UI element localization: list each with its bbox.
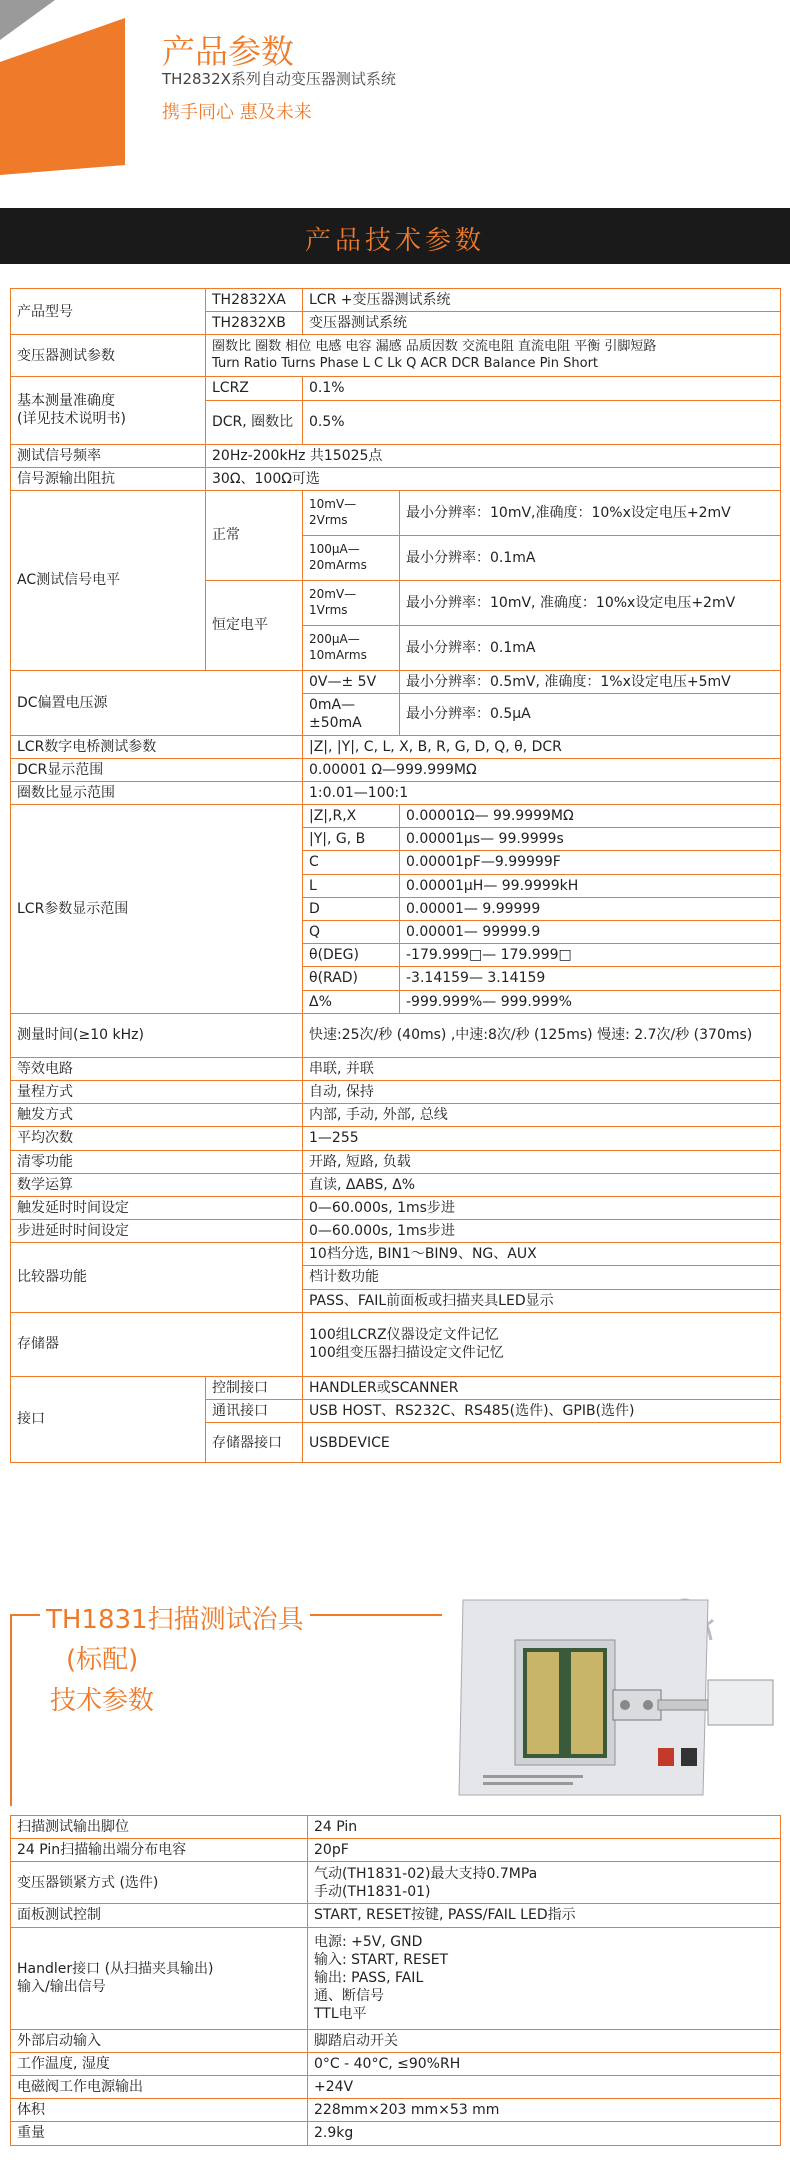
ac-const: 恒定电平 bbox=[206, 580, 303, 670]
if-val: USB HOST、RS232C、RS485(选件)、GPIB(选件) bbox=[303, 1400, 781, 1423]
spec-table bbox=[10, 288, 781, 1463]
fixture-spec-val: +24V bbox=[308, 2075, 781, 2098]
spec-val: 自动, 保持 bbox=[303, 1080, 781, 1103]
turns-val: 1:0.01—100:1 bbox=[303, 781, 781, 804]
fixture-title-line: (标配) bbox=[66, 1645, 139, 1676]
fixture-spec-val: 20pF bbox=[308, 1839, 781, 1862]
page-title: 产品参数 bbox=[162, 32, 294, 71]
comp-line: 10档分选, BIN1～BIN9、NG、AUX bbox=[303, 1243, 781, 1266]
corner-decoration bbox=[0, 0, 160, 200]
lcr-range-val: 0.00001— 99999.9 bbox=[400, 921, 781, 944]
fixture-spec-val: 2.9kg bbox=[308, 2122, 781, 2145]
spec-val: 0—60.000s, 1ms步进 bbox=[303, 1196, 781, 1219]
spec-key: 触发延时时间设定 bbox=[11, 1196, 303, 1219]
lcr-range-val: -3.14159— 3.14159 bbox=[400, 967, 781, 990]
lcr-range-val: -179.999□— 179.999□ bbox=[400, 944, 781, 967]
lcr-params-label: LCR数字电桥测试参数 bbox=[11, 735, 303, 758]
section-title: 产品技术参数 bbox=[304, 226, 485, 256]
acc-label: 基本测量准确度 (详见技术说明书) bbox=[11, 377, 206, 444]
ac-n2-range: 100μA— 20mArms bbox=[303, 535, 400, 580]
model-xa-desc: LCR +变压器测试系统 bbox=[303, 289, 781, 312]
lcr-range-key: θ(DEG) bbox=[303, 944, 400, 967]
lcr-range-key: D bbox=[303, 897, 400, 920]
spec-val: 0—60.000s, 1ms步进 bbox=[303, 1220, 781, 1243]
if-label: 接口 bbox=[11, 1376, 206, 1462]
fixture-spec-key: 体积 bbox=[11, 2099, 308, 2122]
fixture-spec-key: 电磁阀工作电源输出 bbox=[11, 2075, 308, 2098]
lcr-params-val: |Z|, |Y|, C, L, X, B, R, G, D, Q, θ, DCR bbox=[303, 735, 781, 758]
fixture-spec-key: 变压器锁紧方式 (选件) bbox=[11, 1862, 308, 1904]
spec-key: 量程方式 bbox=[11, 1080, 303, 1103]
imp-val: 30Ω、100Ω可选 bbox=[206, 467, 781, 490]
if-val: HANDLER或SCANNER bbox=[303, 1376, 781, 1399]
spec-key: 平均次数 bbox=[11, 1127, 303, 1150]
acc-lcrz-val: 0.1% bbox=[303, 377, 781, 400]
lcr-range-key: L bbox=[303, 874, 400, 897]
if-key: 控制接口 bbox=[206, 1376, 303, 1399]
fixture-spec-val: START, RESET按键, PASS/FAIL LED指示 bbox=[308, 1904, 781, 1927]
lcr-range-val: 0.00001μH— 99.9999kH bbox=[400, 874, 781, 897]
comp-line: 档计数功能 bbox=[303, 1266, 781, 1289]
lcr-range-key: C bbox=[303, 851, 400, 874]
ac-normal: 正常 bbox=[206, 490, 303, 580]
spec-val: 开路, 短路, 负载 bbox=[303, 1150, 781, 1173]
fixture-spec-key: Handler接口 (从扫描夹具输出) 输入/输出信号 bbox=[11, 1927, 308, 2029]
fixture-spec-key: 扫描测试输出脚位 bbox=[11, 1816, 308, 1839]
section-bar bbox=[0, 208, 790, 264]
lcr-range-val: 0.00001pF—9.99999F bbox=[400, 851, 781, 874]
spec-key: 触发方式 bbox=[11, 1104, 303, 1127]
fixture-spec-val: 脚踏启动开关 bbox=[308, 2029, 781, 2052]
spec-val: 内部, 手动, 外部, 总线 bbox=[303, 1104, 781, 1127]
fixture-section bbox=[10, 1580, 781, 1810]
ac-n2-val: 最小分辨率：0.1mA bbox=[400, 535, 781, 580]
fixture-spec-val: 电源: +5V, GND 输入: START, RESET 输出: PASS, FAIL 通、断信号 TTL电平 bbox=[308, 1927, 781, 2029]
if-key: 存储器接口 bbox=[206, 1423, 303, 1463]
if-val: USBDEVICE bbox=[303, 1423, 781, 1463]
dc2-range: 0mA— ±50mA bbox=[303, 694, 400, 735]
lcr-range-val: -999.999%— 999.999% bbox=[400, 990, 781, 1013]
spec-key: 等效电路 bbox=[11, 1057, 303, 1080]
fixture-spec-table bbox=[10, 1815, 781, 2146]
model-label: 产品型号 bbox=[11, 289, 206, 335]
ac-c2-range: 200μA— 10mArms bbox=[303, 625, 400, 670]
fixture-title bbox=[40, 1600, 310, 1721]
fixture-spec-val: 228mm×203 mm×53 mm bbox=[308, 2099, 781, 2122]
fixture-spec-val: 24 Pin bbox=[308, 1816, 781, 1839]
spec-val: 直读, ΔABS, Δ% bbox=[303, 1173, 781, 1196]
ac-c2-val: 最小分辨率：0.1mA bbox=[400, 625, 781, 670]
model-xa: TH2832XA bbox=[206, 289, 303, 312]
model-xb: TH2832XB bbox=[206, 312, 303, 335]
fixture-spec-key: 面板测试控制 bbox=[11, 1904, 308, 1927]
dc1-val: 最小分辨率：0.5mV, 准确度：1%x设定电压+5mV bbox=[400, 670, 781, 693]
lcr-range-key: Δ% bbox=[303, 990, 400, 1013]
acc-dcr: DCR, 圈数比 bbox=[206, 400, 303, 444]
comp-line: PASS、FAIL前面板或扫描夹具LED显示 bbox=[303, 1289, 781, 1312]
acc-lcrz: LCRZ bbox=[206, 377, 303, 400]
fixture-photo bbox=[453, 1580, 783, 1810]
freq-label: 测试信号频率 bbox=[11, 444, 206, 467]
hero-banner bbox=[0, 0, 790, 200]
spec-val: 串联, 并联 bbox=[303, 1057, 781, 1080]
lcr-range-key: θ(RAD) bbox=[303, 967, 400, 990]
slogan: 携手同心 惠及未来 bbox=[162, 102, 312, 123]
dcr-label: DCR显示范围 bbox=[11, 758, 303, 781]
ac-n1-val: 最小分辨率：10mV,准确度：10%x设定电压+2mV bbox=[400, 490, 781, 535]
lcr-range-key: Q bbox=[303, 921, 400, 944]
freq-val: 20Hz-200kHz 共15025点 bbox=[206, 444, 781, 467]
turns-label: 圈数比显示范围 bbox=[11, 781, 303, 804]
spec-val: 1—255 bbox=[303, 1127, 781, 1150]
ac-label: AC测试信号电平 bbox=[11, 490, 206, 670]
trans-label: 变压器测试参数 bbox=[11, 335, 206, 377]
lcr-range-val: 0.00001Ω— 99.9999MΩ bbox=[400, 805, 781, 828]
acc-dcr-val: 0.5% bbox=[303, 400, 781, 444]
lcr-range-val: 0.00001— 9.99999 bbox=[400, 897, 781, 920]
lcr-range-key: |Y|, G, B bbox=[303, 828, 400, 851]
fixture-spec-key: 24 Pin扫描输出端分布电容 bbox=[11, 1839, 308, 1862]
ac-n1-range: 10mV— 2Vrms bbox=[303, 490, 400, 535]
trans-params: 圈数比 圈数 相位 电感 电容 漏感 品质因数 交流电阻 直流电阻 平衡 引脚短路 Turn Ratio Turns Phase L C Lk Q ACR DCR Balance Pin Short bbox=[206, 335, 781, 377]
fixture-title-line: TH1831扫描测试治具 bbox=[46, 1605, 304, 1635]
fixture-spec-key: 工作温度, 湿度 bbox=[11, 2052, 308, 2075]
mem-val: 100组LCRZ仪器设定文件记忆 100组变压器扫描设定文件记忆 bbox=[303, 1312, 781, 1376]
spec-key: 清零功能 bbox=[11, 1150, 303, 1173]
lcr-range-key: |Z|,R,X bbox=[303, 805, 400, 828]
dcr-val: 0.00001 Ω—999.999MΩ bbox=[303, 758, 781, 781]
fixture-spec-key: 外部启动输入 bbox=[11, 2029, 308, 2052]
model-xb-desc: 变压器测试系统 bbox=[303, 312, 781, 335]
ac-c1-val: 最小分辨率：10mV, 准确度：10%x设定电压+2mV bbox=[400, 580, 781, 625]
dc-label: DC偏置电压源 bbox=[11, 670, 303, 735]
page-subtitle: TH2832X系列自动变压器测试系统 bbox=[162, 70, 396, 88]
fixture-title-line: 技术参数 bbox=[50, 1685, 155, 1716]
spec-key: 步进延时时间设定 bbox=[11, 1220, 303, 1243]
fixture-spec-val: 气动(TH1831-02)最大支持0.7MPa 手动(TH1831-01) bbox=[308, 1862, 781, 1904]
imp-label: 信号源输出阻抗 bbox=[11, 467, 206, 490]
fixture-spec-key: 重量 bbox=[11, 2122, 308, 2145]
lcr-range-val: 0.00001μs— 99.9999s bbox=[400, 828, 781, 851]
dc2-val: 最小分辨率：0.5μA bbox=[400, 694, 781, 735]
if-key: 通讯接口 bbox=[206, 1400, 303, 1423]
fixture-spec-val: 0°C - 40°C, ≤90%RH bbox=[308, 2052, 781, 2075]
mtime-label: 测量时间(≥10 kHz) bbox=[11, 1013, 303, 1057]
mem-label: 存储器 bbox=[11, 1312, 303, 1376]
ac-c1-range: 20mV— 1Vrms bbox=[303, 580, 400, 625]
lcr-range-label: LCR参数显示范围 bbox=[11, 805, 303, 1014]
comp-label: 比较器功能 bbox=[11, 1243, 303, 1313]
dc1-range: 0V—± 5V bbox=[303, 670, 400, 693]
mtime-val: 快速:25次/秒 (40ms) ,中速:8次/秒 (125ms) 慢速: 2.7次/秒 (370ms) bbox=[303, 1013, 781, 1057]
spec-key: 数学运算 bbox=[11, 1173, 303, 1196]
